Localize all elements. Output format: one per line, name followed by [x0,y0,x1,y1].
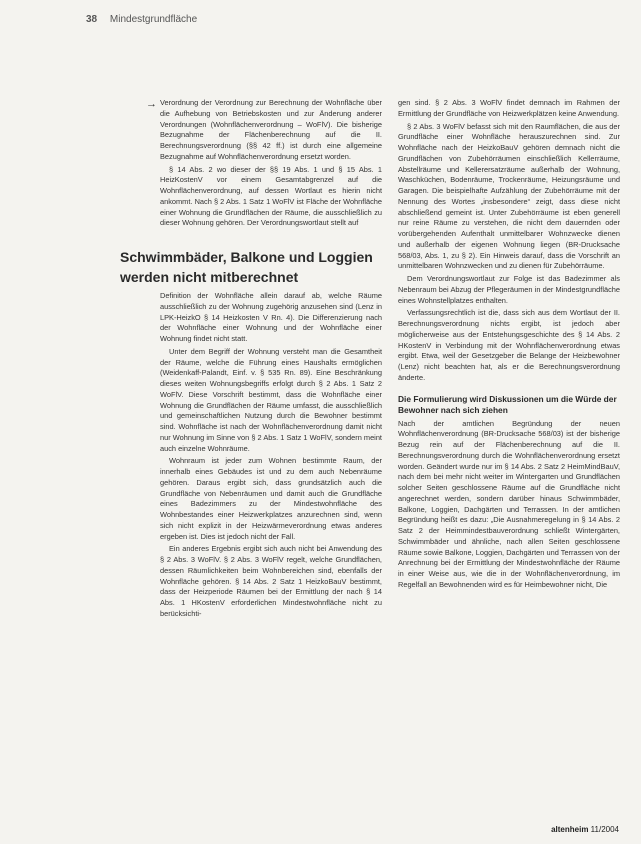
body-paragraph: Ein anderes Ergebnis ergibt sich auch nicht bei Anwendung des § 2 Abs. 3 WoFlV. § 2 Abs. 3 WoFlV regelt, welche Grundflächen, dessen Räumlichkeiten beim Wohnbereichen sind, ebenfalls der Wohnfläche gehören. § 14 Abs. 2 Satz 1 HeizkoBauV bestimmt, dass der Heizperiode Räumen bei der Ermittlung der nach § 14 Abs. 1 HKostenV erforderlichen Mindestwohnfläche nicht zu berücksichti- [160,544,382,618]
body-paragraph: Verfassungsrechtlich ist die, dass sich aus dem Wortlaut der II. Berechnungsverordnung nichts ergibt, ist jedoch aber möglicherweise aus der Entstehungsgeschichte des § 14 Abs. 2 HKostenV in Verbindung mit der Wohnflächenverordnung etwas ergibt. Etwa, weil der Gesetzgeber die Belange der Heizbewohner (Lenz) nicht beachten hat, als er die Berechnungsverordnung änderte. [398,308,620,382]
body-paragraph: Nach der amtlichen Begründung der neuen Wohnflächenverordnung (BR-Drucksache 568/03) ist der bisherige Bezug rein auf der Flächenberechnung auf die II. Berechnungsverordnung durch die Wohnflächenverordnung ersetzt worden. Geändert wurde nur im § 14 Abs. 2 Satz 2 HeimMindBauV, nach dem bei mehr nicht weiter im Wintergarten und Grundflächen solcher Seiten geschlossene Räume auf die Grundfläche nicht angerechnet werden, sondern darüber hinaus Schwimmbäder, Balkone, Loggien, Dachgärten und Terrassen. In der amtlichen Begründung heißt es dazu: „Die Ausnahmeregelung in § 14 Abs. 2 Satz 2 der Heimmindestbauverordnung schließt Wintergärten, Schwimmbäder und ähnliche, nach allen Seiten geschlossene Räume sowie Balkone, Loggien, Dachgärten und Terrassen von der Anrechnung bei der Ermittlung der Mindestwohnfläche der Räume in einer Weise aus, wie die in der Wohnflächenverordnung, im Regelfall an Bewohnenden wird es für Heimbewohner nicht, Die [398,418,620,589]
body-paragraph: Dem Verordnungswortlaut zur Folge ist das Badezimmer als Nebenraum bei Abzug der Pflegeräumen in der Mindestgrundfläche eines Wohnstellplatzes enthalten. [398,274,620,305]
footer-issue: 11/2004 [590,825,619,834]
body-paragraph: Definition der Wohnfläche allein darauf ab, welche Räume ausschließlich zu der Wohnung zugehörig anzusehen sind (Lenz in LPK-HeizkO § 14 Heizkosten V Rn. 4). Die Differenzierung nach der Wohnfläche einer Wohnung und der Wohnfläche einer Wohnung findet nicht statt. [160,291,382,343]
body-paragraph: gen sind. § 2 Abs. 3 WoFlV findet demnach im Rahmen der Ermittlung der Grundfläche von Heizwerkplätzen keine Anwendung. [398,98,620,118]
running-title: Mindestgrundfläche [109,14,198,25]
right-column [398,98,620,593]
footer [551,825,619,834]
body-paragraph: Wohnraum ist jeder zum Wohnen bestimmte Raum, der innerhalb eines Gebäudes ist und zu dem auch Nebenräume gehören. Daraus ergibt sich, dass grundsätzlich auch die Grundfläche von Nebenräumen und damit auch die Grundfläche eines Badezimmers zu der Mindestwohnfläche des Wohnbestandes einer Heizwerkplatzes anzurechnen sind, wenn sich nicht explizit in der Heizwärmeverordnung etwas anderes ergeben ist. Dies ist jedoch nicht der Fall. [160,456,382,541]
intro-paragraph: Verordnung der Verordnung zur Berechnung der Wohnfläche über die Aufhebung von Betriebskosten und zur Änderung anderer Verordnungen (Wohnflächenverordnung – WoFlV). Die bisherige Bezugnahme der Flächenberechnung auf die II. Berechnungsverordnung (§§ 42 ff.) ist durch eine allgemeine Bezugnahme auf Wohnflächenverordnung ersetzt worden. [160,98,382,161]
subheading: Die Formulierung wird Diskussionen um die Würde der Bewohner nach sich ziehen [398,393,617,415]
body-paragraph: Unter dem Begriff der Wohnung versteht man die Gesamtheit der Räume, welche die Führung eines Haushalts ermöglichen (Weidenkaff-Palandt, Einf. v. § 535 Rn. 89). Eine Beschränkung dieses weiten Wohnungsbegriffs erfolgt durch § 2 Abs. 1 Satz 2 WoFlV. Diese Vorschrift bestimmt, dass die Wohnfläche einer Wohnung die Grundflächen der Räume umfasst, die ausschließlich und gemeinschaftlichen Nutzung durch die Bewohner bestimmt sind. Wohnfläche ist nach der Wohnflächenverordnung damit nicht nur Wohnung im Sinne von § 2 Abs. 1 Satz 1 WoFlV, sondern meint auch einzelne Wohnräume. [160,346,382,453]
arrow-right-icon: → [146,98,157,110]
left-column [120,98,382,622]
section-heading: Schwimmbäder, Balkone und Loggien werden nicht mitberechnet [120,249,373,285]
intro-paragraph: § 14 Abs. 2 wo dieser der §§ 19 Abs. 1 und § 15 Abs. 1 HeizKostenV vor einem Gesamtabgrenzel auf die Wohnflächenverordnung, auf dessen Wortlaut es hierin nicht ankommt. Nach § 2 Abs. 1 Satz 1 WoFlV ist Fläche der Wohnfläche einer Wohnung die Grundflächen der Räume, die ausschließlich zu dieser Wohnung gehören. Der Verordnungswortlaut stellt auf [160,164,382,228]
page-number: 38 [86,14,98,25]
running-head [86,14,197,25]
footer-brand: altenheim [551,825,589,834]
body-paragraph: § 2 Abs. 3 WoFlV befasst sich mit den Raumflächen, die aus der Grundfläche einer Wohnfläche herauszurechnen sind. Zur Wohnfläche nach der HeizkoBauV gehören demnach nicht die Grundflächen von Zubehörräumen einschließlich Kellerräume, Abstellräume und Kellerersatzräume außerhalb der Wohnung, Waschküchen, Bodenräume, Trockenräume, Heizungsräume und Garagen. Die beispielhafte Aufzählung der Zubehörräume mit der Nennung des Wortes „insbesondere“ zeigt, dass diese nicht abschließend gemeint ist. Unter Zubehörräume ist eben generell nur reine Räume zu verstehen, die nicht dem dauernden oder vorübergehenden Aufenthalt unmittelbarer Wohnzwecke dienen und außerhalb der eigenen Wohnung liegen (BR-Drucksache 568/03, Abs. 1, zu § 2). Ein Hinweis darauf, dass die Vorschrift an unmittelbaren Wohnzwecken und zu dienen für Zubehörräume. [398,121,620,271]
